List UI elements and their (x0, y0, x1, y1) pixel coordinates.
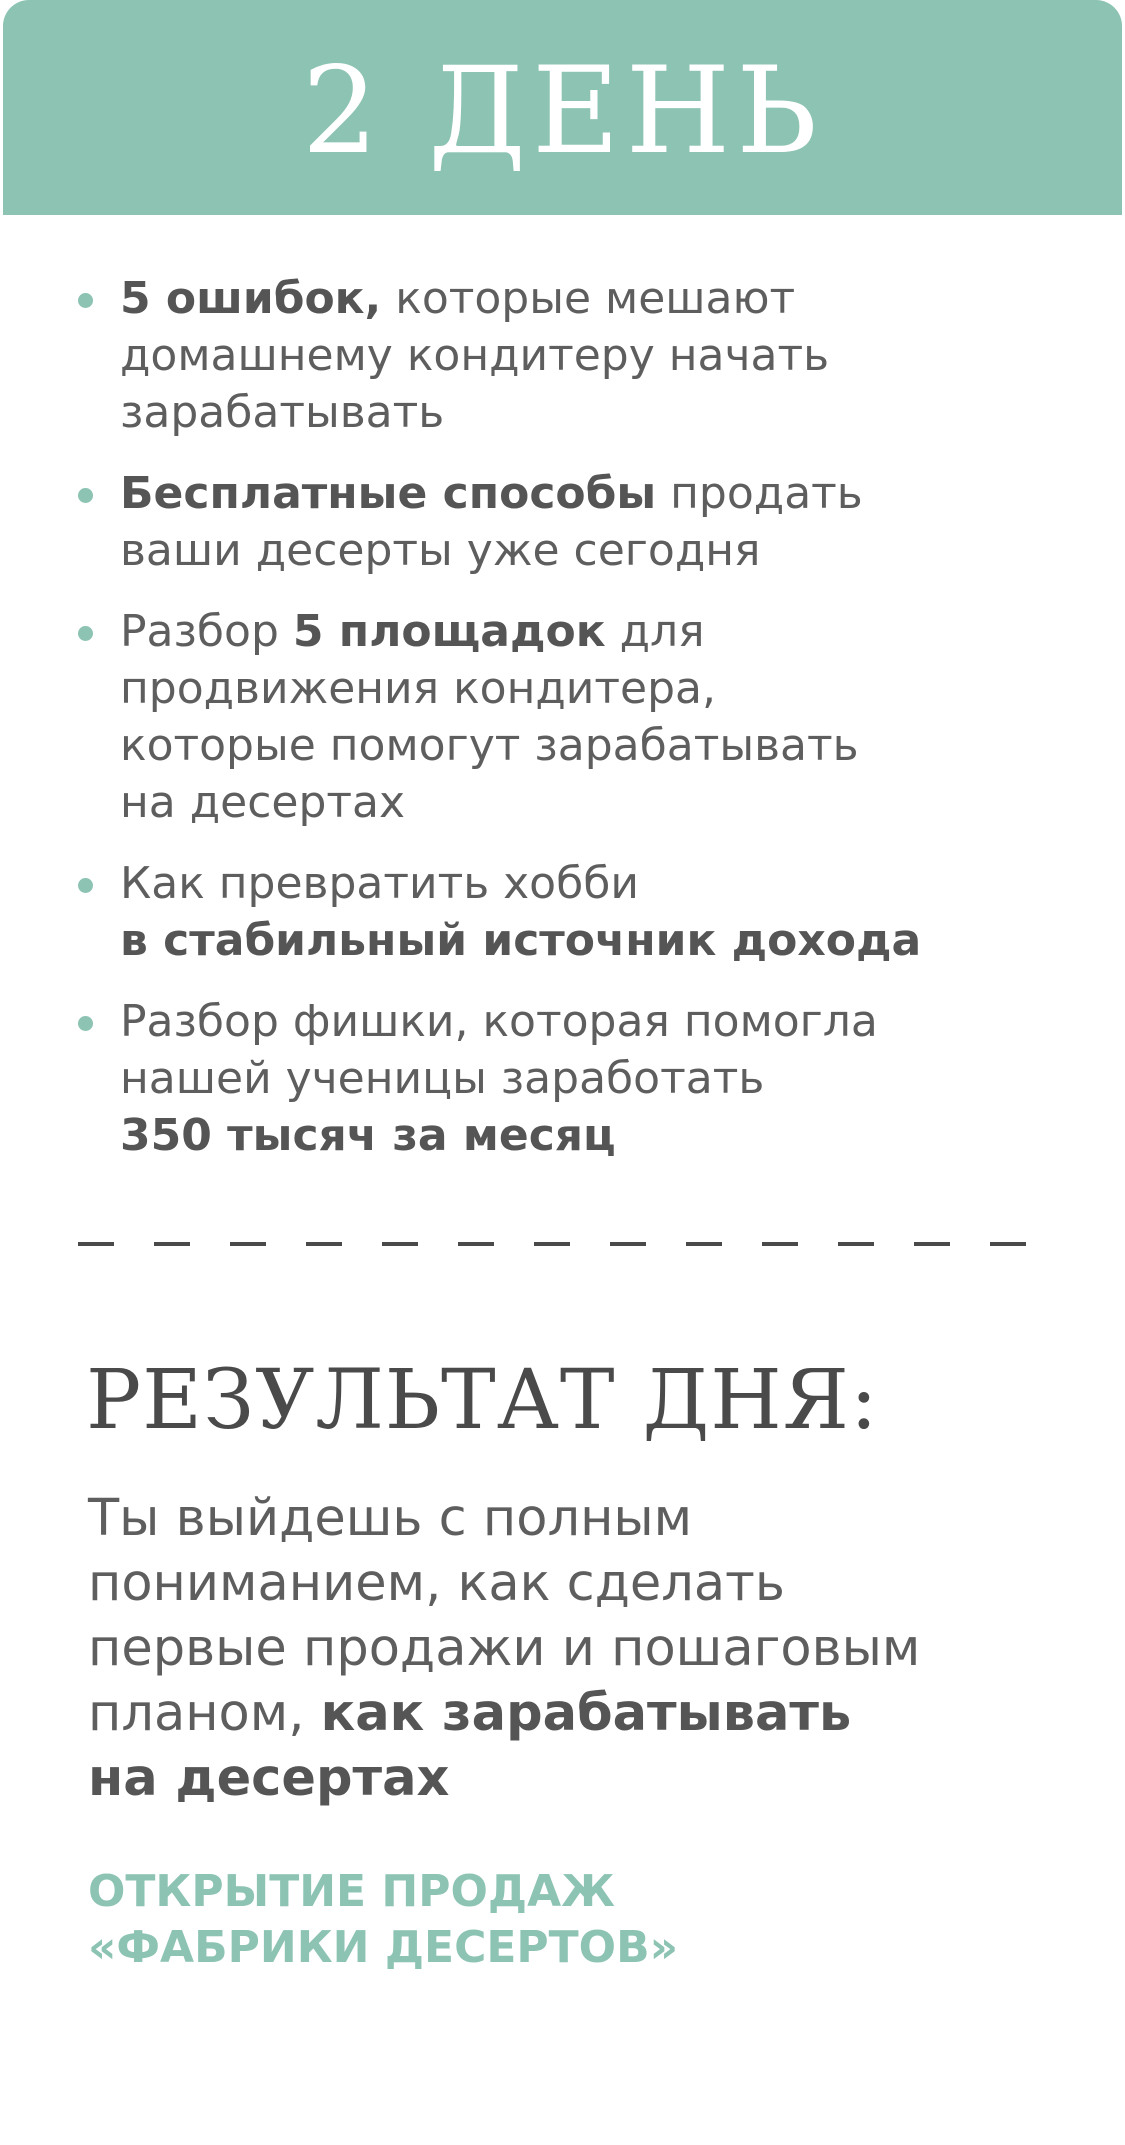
sales-opening-label (88, 1864, 678, 1976)
list-item-line (120, 774, 1078, 831)
program-list-item (78, 270, 1078, 441)
list-item-line (120, 717, 1078, 774)
text-run: Ты выйдешь с полным (88, 1489, 693, 1548)
bullet-dot-icon (78, 293, 93, 308)
result-text (88, 1486, 1088, 1811)
bullet-dot-icon (78, 626, 93, 641)
result-title: РЕЗУЛЬТАТ ДНЯ: (86, 1353, 879, 1448)
list-item-line (120, 465, 1078, 522)
text-run: которые помогут зарабатывать (120, 720, 859, 771)
program-list-item (78, 603, 1078, 831)
text-run: на десертах (120, 777, 406, 828)
text-run: зарабатывать (120, 387, 445, 438)
list-item-line (120, 660, 1078, 717)
list-item-line (120, 327, 1078, 384)
list-item-line (120, 855, 1078, 912)
dashed-divider (78, 1242, 1048, 1246)
result-text-line (88, 1681, 1088, 1746)
bullet-dot-icon (78, 878, 93, 893)
text-run: Как превратить хобби (120, 858, 639, 909)
list-item-line (120, 912, 1078, 969)
text-run: продвижения кондитера, (120, 663, 716, 714)
result-text-line (88, 1551, 1088, 1616)
list-item-line (120, 1107, 1078, 1164)
text-run: домашнему кондитеру начать (120, 330, 830, 381)
text-run: нашей ученицы заработать (120, 1053, 765, 1104)
bullet-dot-icon (78, 1016, 93, 1031)
program-list-item (78, 993, 1078, 1164)
bold-text: 5 ошибок, (120, 273, 382, 324)
list-item-line (120, 522, 1078, 579)
day-title: 2 ДЕНЬ (301, 41, 824, 181)
bold-text: 350 тысяч за месяц (120, 1110, 616, 1161)
list-item-line (120, 993, 1078, 1050)
result-text-line (88, 1486, 1088, 1551)
program-list-item (78, 465, 1078, 579)
list-item-line (120, 603, 1078, 660)
list-item-line (120, 1050, 1078, 1107)
text-run: пониманием, как сделать (88, 1554, 785, 1613)
list-item-line (120, 384, 1078, 441)
result-text-line (88, 1616, 1088, 1681)
text-run: Разбор (120, 606, 293, 657)
text-run: для (605, 606, 705, 657)
text-run: ваши десерты уже сегодня (120, 525, 761, 576)
text-run: продать (656, 468, 863, 519)
bold-text: на десертах (88, 1749, 450, 1808)
text-run: планом, (88, 1684, 321, 1743)
sales-opening-line-1: ОТКРЫТИЕ ПРОДАЖ (88, 1866, 616, 1917)
result-text-line (88, 1746, 1088, 1811)
program-list-item (78, 855, 1078, 969)
sales-opening-line-2: «ФАБРИКИ ДЕСЕРТОВ» (88, 1922, 679, 1973)
text-run: которые мешают (381, 273, 796, 324)
bold-text: в стабильный источник дохода (120, 915, 922, 966)
text-run: Разбор фишки, которая помогла (120, 996, 878, 1047)
bold-text: как зарабатывать (320, 1684, 852, 1743)
bold-text: 5 площадок (292, 606, 606, 657)
list-item-line (120, 270, 1078, 327)
day-header (3, 0, 1122, 215)
bullet-dot-icon (78, 488, 93, 503)
bold-text: Бесплатные способы (120, 468, 657, 519)
text-run: первые продажи и пошаговым (88, 1619, 921, 1678)
program-list (78, 270, 1078, 1188)
